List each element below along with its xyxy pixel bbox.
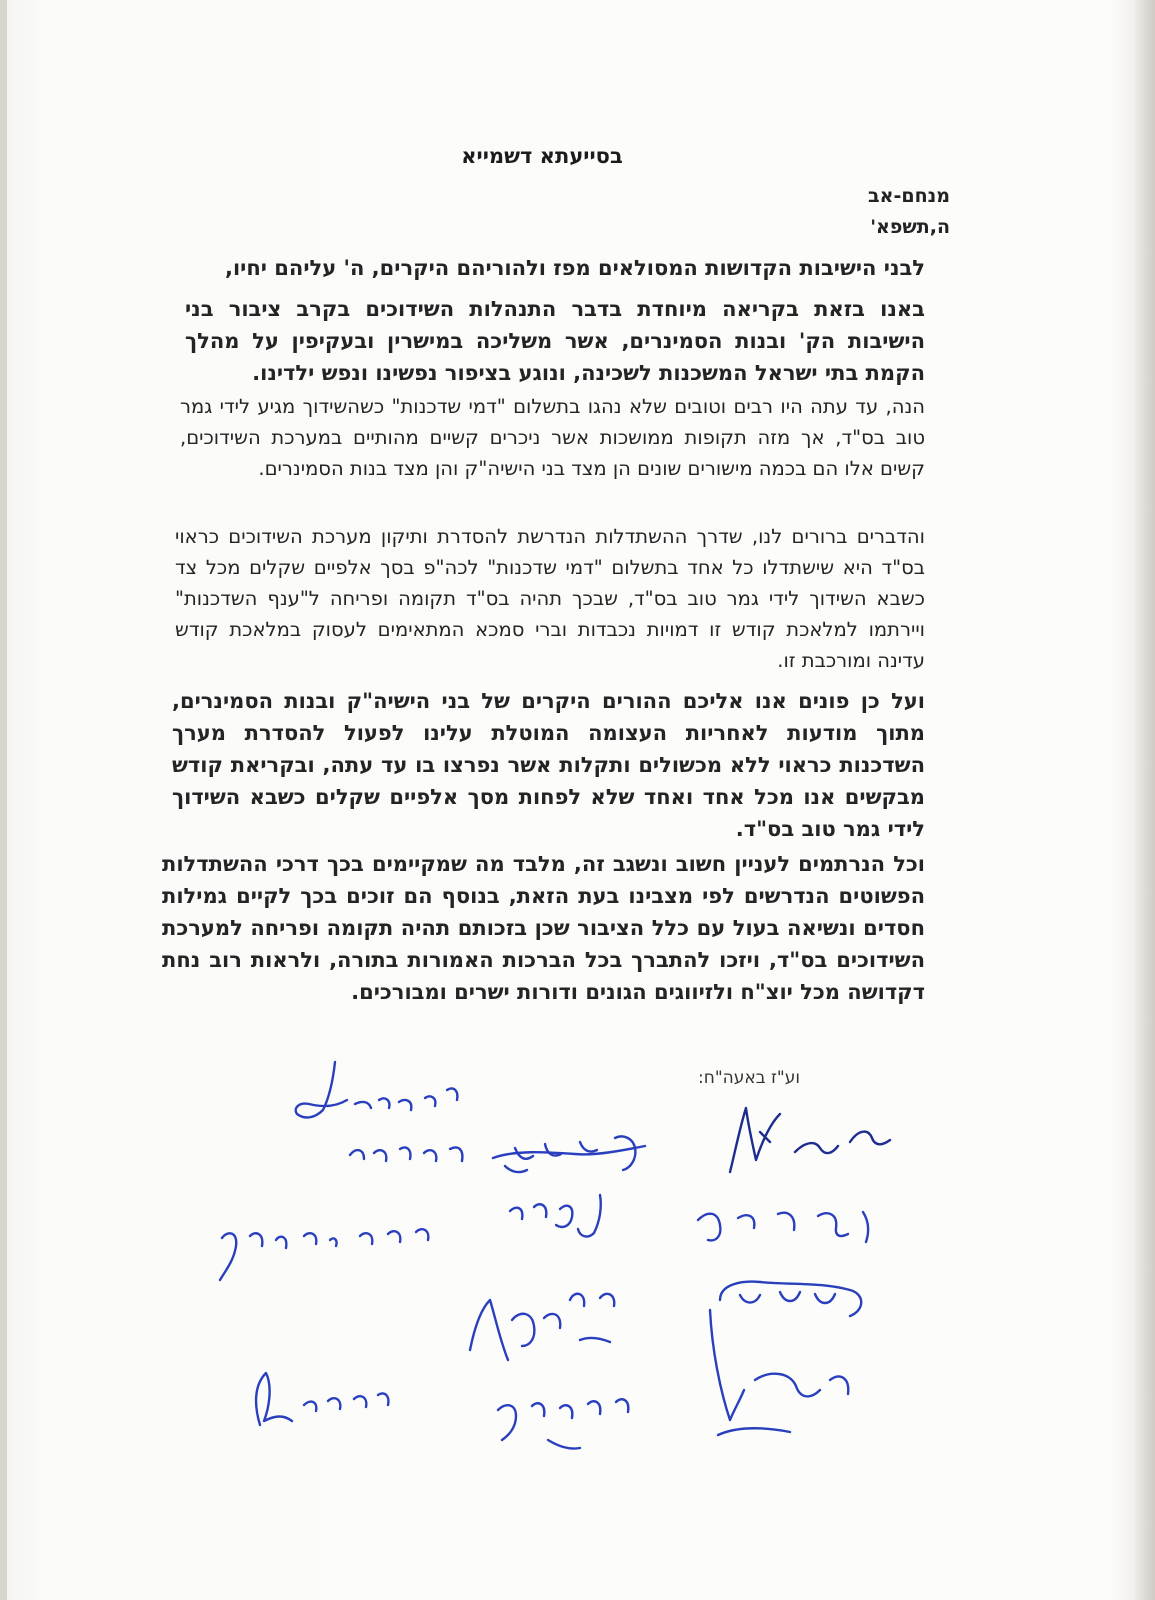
hebrew-year-line: ה,תשפא' xyxy=(870,216,950,238)
blessing-paragraph: וכל הנרתמים לעניין חשוב ונשגב זה, מלבד מה שמקיימים בכך דרכי ההשתדלות הפשוטים הנדרשים לפי מצבינו בעת הזאת, בנוסף הם זוכים בכך לקיים גמילות חסדים ונשיאה בעול עם כלל הציבור שכן בזכותם תהיה תקומה ופריחה למערכת השידוכים בס"ד, ויזכו להתברך בכל הברכות האמורות בתורה, ולראות רוב נחת דקדושה מכל יוצ"ח ולזיווגים הגונים ודורות ישרים ומבורכים. xyxy=(162,852,925,1004)
scan-edge-right xyxy=(1135,0,1155,1600)
salutation-paragraph: לבני הישיבות הקדושות המסולאים מפז ולהוריהם היקרים, ה' עליהם יחיו, xyxy=(224,256,925,280)
signature-1 xyxy=(700,1102,900,1182)
signature-5 xyxy=(340,1135,480,1180)
scan-edge-left xyxy=(0,0,7,1600)
intro-paragraph: באנו בזאת בקריאה מיוחדת בדבר התנהלות השידוכים בקרב ציבור בני הישיבות הק' ובנות הסמינרים, אשר משליכה במישרין ובעקיפין על מהלך הקמת בתי ישראל המשכנות לשכינה, ונוגע בציפור נפשינו ונפש ילדינו. xyxy=(185,297,925,385)
hebrew-month-line: מנחם-אב xyxy=(868,185,950,207)
request-paragraph: והדברים ברורים לנו, שדרך ההשתדלות הנדרשת להסדרת ותיקון מערכת השידוכים כראוי בס"ד היא שישתדלו כל אחד בתשלום "דמי שדכנות" לכה"פ בסך אלפיים שקלים מכל צד כשבא השידוך לידי גמר טוב בס"ד, שבכך תהיה בס"ד תקומה ופריחה ל"ענף השדכנות" ויירתמו למלאכת קודש זו דמויות נכבדות וברי סמכא המתאימים לעסוק במלאכת קודש עדינה ומורכבת זו. xyxy=(175,525,925,672)
signature-9 xyxy=(460,1280,635,1380)
letter-heading: בסייעתא דשמייא xyxy=(461,144,623,168)
background-paragraph: הנה, עד עתה היו רבים וטובים שלא נהגו בתשלום "דמי שדכנות" כשהשידוך מגיע לידי גמר טוב בס"ד, אך מזה תקופות ממושכות אשר ניכרים קשיים מהותיים במערכת השידוכים, קשים אלו הם בכמה מישורים שונים הן מצד בני הישיה"ק והן מצד בנות הסמינרים. xyxy=(180,395,925,480)
signature-3 xyxy=(700,1260,880,1460)
signature-4 xyxy=(275,1060,485,1135)
signature-2 xyxy=(688,1190,888,1250)
signature-10 xyxy=(240,1365,395,1440)
signature-7 xyxy=(490,1185,620,1245)
signature-8 xyxy=(210,1210,450,1290)
appeal-paragraph: ועל כן פונים אנו אליכם ההורים היקרים של בני הישיה"ק ובנות הסמינרים, מתוך מודעות לאחריות העצומה המוטלת עלינו לפעול להסדרת מערך השדכנות כראוי ללא מכשולים ותקלות אשר נפרצו בו עד עתה, ובקריאת קודש מבקשים אנו מכל אחד ואחד שלא לפחות מסך אלפיים שקלים כשבא השידוך לידי גמר טוב בס"ד. xyxy=(172,689,925,841)
signature-6 xyxy=(485,1128,655,1183)
closing-line: וע"ז באעה"ח: xyxy=(698,1068,800,1088)
signature-11 xyxy=(488,1380,648,1460)
